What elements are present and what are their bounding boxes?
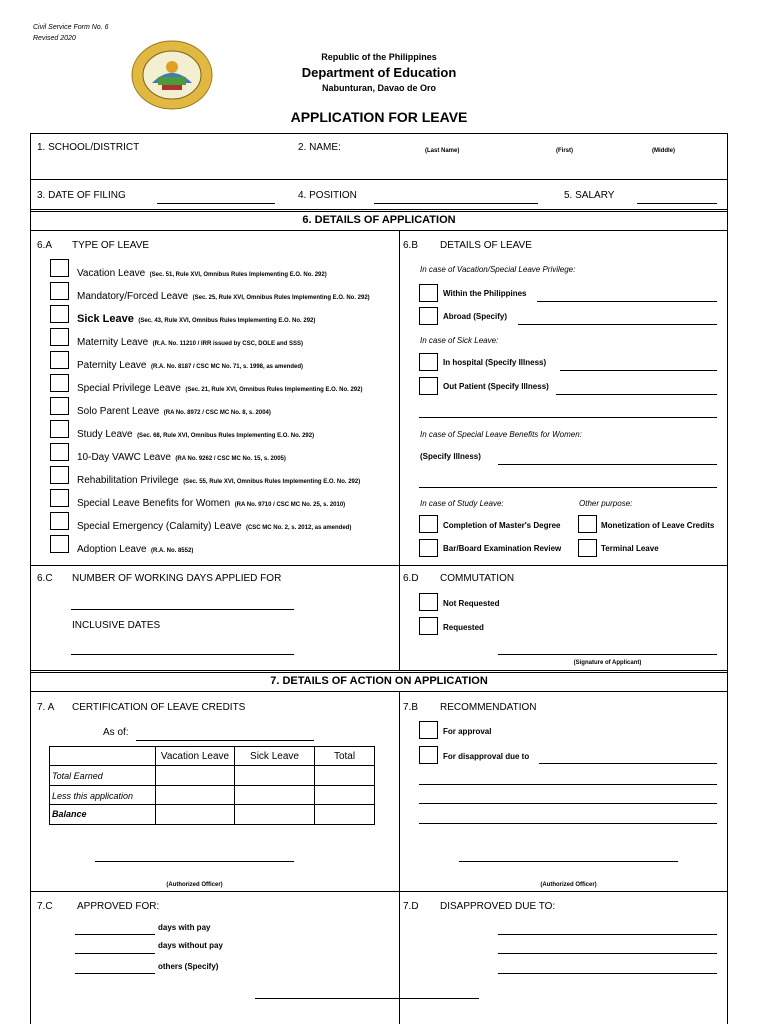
leave-type-reference: (R.A. No. 8187 / CSC MC No. 71, s. 1998, as amended): [150, 364, 304, 370]
leave-type-checkbox[interactable]: [50, 328, 69, 346]
table-cell[interactable]: [234, 785, 315, 805]
specify-illness-label: (Specify Illness): [420, 452, 481, 461]
section6-bottom-divider-double: [30, 672, 727, 673]
table-header-vacation: Vacation Leave: [155, 746, 235, 766]
leave-type-checkbox[interactable]: [50, 443, 69, 461]
table-cell[interactable]: [314, 765, 375, 786]
row1-divider: [30, 179, 727, 180]
days-without-pay-label: days without pay: [158, 941, 223, 950]
for-approval-checkbox[interactable]: [419, 721, 438, 739]
in-hospital-label: In hospital (Specify Illness): [443, 358, 547, 367]
inclusive-dates-field[interactable]: [71, 654, 294, 655]
section6d-number: 6.D: [403, 573, 419, 584]
disapproval-reason-line-3[interactable]: [419, 803, 717, 804]
section6-column-divider: [399, 230, 400, 671]
not-requested-label: Not Requested: [443, 599, 500, 608]
school-district-label: 1. SCHOOL/DISTRICT: [37, 142, 140, 153]
table-cell[interactable]: [234, 804, 315, 825]
table-row-label-less-application: Less this application: [49, 785, 156, 805]
leave-type-name: Vacation Leave: [77, 268, 146, 279]
salary-label: 5. SALARY: [564, 190, 615, 201]
leave-type-name: 10-Day VAWC Leave: [77, 452, 171, 463]
leave-type-checkbox[interactable]: [50, 305, 69, 323]
out-patient-checkbox[interactable]: [419, 377, 438, 395]
masters-degree-label: Completion of Master's Degree: [443, 521, 561, 530]
leave-type-checkbox[interactable]: [50, 374, 69, 392]
days-without-pay-field[interactable]: [75, 953, 155, 954]
for-disapproval-label: For disapproval due to: [443, 752, 530, 761]
inclusive-dates-label: INCLUSIVE DATES: [72, 620, 161, 631]
last-name-caption: (Last Name): [425, 148, 460, 154]
leave-type-name: Adoption Leave: [77, 544, 147, 555]
disapproved-reason-line-3[interactable]: [498, 973, 717, 974]
sick-extra-field[interactable]: [419, 417, 717, 418]
date-of-filing-field[interactable]: [157, 203, 275, 204]
bar-review-label: Bar/Board Examination Review: [443, 544, 562, 553]
requested-label: Requested: [443, 623, 484, 632]
terminal-leave-label: Terminal Leave: [601, 544, 659, 553]
leave-type-checkbox[interactable]: [50, 466, 69, 484]
leave-type-item: [77, 540, 193, 556]
section7a-number: 7. A: [37, 702, 55, 713]
section7-mid-divider: [30, 891, 727, 892]
section7c-title: APPROVED FOR:: [77, 901, 160, 912]
leave-type-reference: (Sec. 51, Rule XVI, Omnibus Rules Implementing E.O. No. 292): [149, 272, 327, 278]
section6a-number: 6.A: [37, 240, 53, 251]
middle-name-caption: (Middle): [652, 148, 675, 154]
disapproval-reason-line-2[interactable]: [419, 784, 717, 785]
as-of-field[interactable]: [136, 740, 314, 741]
others-field[interactable]: [75, 973, 155, 974]
officer-b-caption: (Authorized Officer): [540, 882, 597, 888]
abroad-field[interactable]: [518, 324, 717, 325]
leave-type-item: [77, 494, 345, 510]
leave-type-name: Special Leave Benefits for Women: [77, 498, 231, 509]
applicant-signature-field[interactable]: [498, 654, 717, 655]
table-cell[interactable]: [155, 765, 235, 786]
other-purpose-caption: Other purpose:: [579, 499, 633, 508]
sick-caption: In case of Sick Leave:: [420, 336, 499, 345]
leave-type-item: [77, 402, 271, 418]
leave-type-item: [77, 425, 314, 441]
name-label: 2. NAME:: [298, 142, 341, 153]
monetization-checkbox[interactable]: [578, 515, 597, 533]
section6d-title: COMMUTATION: [440, 573, 515, 584]
officer-a-signature-field[interactable]: [95, 861, 294, 862]
leave-type-item: [77, 517, 351, 533]
monetization-label: Monetization of Leave Credits: [601, 521, 715, 530]
leave-type-name: Special Privilege Leave: [77, 383, 181, 394]
as-of-label: As of:: [103, 727, 129, 738]
leave-type-name: Solo Parent Leave: [77, 406, 160, 417]
republic-heading: Republic of the Philippines: [321, 52, 437, 62]
terminal-leave-checkbox[interactable]: [578, 539, 597, 557]
department-heading: Department of Education: [301, 65, 457, 80]
abroad-label: Abroad (Specify): [443, 312, 508, 321]
leave-type-item: [77, 356, 303, 372]
section6-header-divider: [30, 230, 727, 231]
row2-divider-double: [30, 211, 727, 212]
others-label: others (Specify): [158, 962, 219, 971]
leave-type-item: [77, 264, 327, 280]
table-header-total: Total: [314, 746, 375, 766]
disapproved-reason-line-1[interactable]: [498, 934, 717, 935]
leave-type-name: Rehabilitation Privilege: [77, 475, 179, 486]
not-requested-checkbox[interactable]: [419, 593, 438, 611]
leave-type-name: Study Leave: [77, 429, 133, 440]
leave-type-name: Maternity Leave: [77, 337, 149, 348]
section7-header-divider: [30, 691, 727, 692]
leave-type-name: Paternity Leave: [77, 360, 147, 371]
section7d-number: 7.D: [403, 901, 419, 912]
section6c-title: NUMBER OF WORKING DAYS APPLIED FOR: [72, 573, 282, 584]
disapproved-reason-line-2[interactable]: [498, 953, 717, 954]
disapproval-reason-field[interactable]: [539, 763, 717, 764]
study-caption: In case of Study Leave:: [420, 499, 504, 508]
table-row-label-balance: Balance: [49, 804, 156, 825]
for-approval-label: For approval: [443, 727, 492, 736]
row2-divider: [30, 209, 727, 210]
out-patient-field[interactable]: [556, 394, 717, 395]
section7c-number: 7.C: [37, 901, 53, 912]
date-of-filing-label: 3. DATE OF FILING: [37, 190, 126, 201]
within-philippines-checkbox[interactable]: [419, 284, 438, 302]
frame-top-line: [30, 133, 727, 134]
section6-bottom-divider: [30, 670, 727, 671]
within-philippines-label: Within the Philippines: [443, 289, 527, 298]
frame-right-line: [727, 133, 728, 1024]
leave-type-checkbox[interactable]: [50, 259, 69, 277]
in-hospital-field[interactable]: [560, 370, 717, 371]
requested-checkbox[interactable]: [419, 617, 438, 635]
days-with-pay-label: days with pay: [158, 923, 211, 932]
section6c-number: 6.C: [37, 573, 53, 584]
leave-type-item: [77, 287, 370, 303]
table-header-sick: Sick Leave: [234, 746, 315, 766]
table-cell[interactable]: [314, 804, 375, 825]
section6-title: 6. DETAILS OF APPLICATION: [302, 214, 456, 226]
form-revision: Revised 2020: [33, 35, 76, 42]
form-title: APPLICATION FOR LEAVE: [290, 109, 468, 125]
leave-type-item: [77, 448, 286, 464]
position-label: 4. POSITION: [298, 190, 357, 201]
table-cell[interactable]: [155, 785, 235, 805]
table-row-label-total-earned: Total Earned: [49, 765, 156, 786]
leave-type-checkbox[interactable]: [50, 535, 69, 553]
section6-mid-divider: [30, 565, 727, 566]
leave-type-reference: (Sec. 68, Rule XVI, Omnibus Rules Implementing E.O. No. 292): [137, 433, 315, 439]
leave-type-reference: (Sec. 21, Rule XVI, Omnibus Rules Implementing E.O. No. 292): [185, 387, 363, 393]
section7b-title: RECOMMENDATION: [440, 702, 537, 713]
leave-type-reference: (CSC MC No. 2, s. 2012, as amended): [245, 525, 352, 531]
leave-type-checkbox[interactable]: [50, 282, 69, 300]
leave-type-checkbox[interactable]: [50, 489, 69, 507]
working-days-field[interactable]: [71, 609, 294, 610]
leave-type-name: Sick Leave: [77, 313, 134, 325]
leave-type-checkbox[interactable]: [50, 351, 69, 369]
women-extra-field[interactable]: [419, 487, 717, 488]
leave-type-item: [77, 310, 315, 326]
leave-type-name: Special Emergency (Calamity) Leave: [77, 521, 242, 532]
approving-officer-signature-field[interactable]: [255, 998, 479, 999]
in-hospital-checkbox[interactable]: [419, 353, 438, 371]
vacation-caption: In case of Vacation/Special Leave Privilege:: [420, 265, 576, 274]
section6b-title: DETAILS OF LEAVE: [440, 240, 532, 251]
leave-type-reference: (Sec. 55, Rule XVI, Omnibus Rules Implementing E.O. No. 292): [183, 479, 361, 485]
for-disapproval-checkbox[interactable]: [419, 746, 438, 764]
first-name-caption: (First): [556, 148, 573, 154]
leave-type-item: [77, 333, 303, 349]
abroad-checkbox[interactable]: [419, 307, 438, 325]
table-cell[interactable]: [234, 765, 315, 786]
leave-type-reference: (RA No. 9262 / CSC MC No. 15, s. 2005): [175, 456, 286, 462]
leave-type-checkbox[interactable]: [50, 512, 69, 530]
women-illness-field[interactable]: [498, 464, 717, 465]
leave-type-checkbox[interactable]: [50, 420, 69, 438]
section6b-number: 6.B: [403, 240, 419, 251]
section7-column-divider: [399, 691, 400, 1024]
location-heading: Nabunturan, Davao de Oro: [321, 83, 437, 93]
table-cell[interactable]: [314, 785, 375, 805]
section7-title: 7. DETAILS OF ACTION ON APPLICATION: [270, 675, 488, 687]
out-patient-label: Out Patient (Specify Illness): [443, 382, 549, 391]
section7b-number: 7.B: [403, 702, 419, 713]
leave-type-reference: (RA No. 8972 / CSC MC No. 8, s. 2004): [163, 410, 271, 416]
leave-type-reference: (R.A. No. 8552): [150, 548, 194, 554]
women-caption: In case of Special Leave Benefits for Women:: [420, 430, 582, 439]
officer-b-signature-field[interactable]: [459, 861, 678, 862]
within-philippines-field[interactable]: [537, 301, 717, 302]
table-cell[interactable]: [155, 804, 235, 825]
position-field[interactable]: [374, 203, 538, 204]
leave-type-checkbox[interactable]: [50, 397, 69, 415]
bar-review-checkbox[interactable]: [419, 539, 438, 557]
leave-type-reference: (RA No. 9710 / CSC MC No. 25, s. 2010): [234, 502, 346, 508]
salary-field[interactable]: [637, 203, 717, 204]
table-corner-cell: [49, 746, 156, 766]
leave-type-name: Mandatory/Forced Leave: [77, 291, 189, 302]
leave-credits-table: [49, 746, 375, 825]
leave-type-reference: (Sec. 25, Rule XVI, Omnibus Rules Implementing E.O. No. 292): [192, 295, 370, 301]
officer-a-caption: (Authorized Officer): [166, 882, 223, 888]
leave-type-reference: (R.A. No. 11210 / IRR issued by CSC, DOLE and SSS): [152, 341, 303, 347]
applicant-signature-caption: (Signature of Applicant): [573, 660, 642, 666]
masters-degree-checkbox[interactable]: [419, 515, 438, 533]
form-number: Civil Service Form No. 6: [33, 24, 109, 31]
leave-type-reference: (Sec. 43, Rule XVI, Omnibus Rules Implementing E.O. No. 292): [138, 318, 316, 324]
leave-type-item: [77, 379, 362, 395]
section7a-title: CERTIFICATION OF LEAVE CREDITS: [72, 702, 246, 713]
section6a-title: TYPE OF LEAVE: [72, 240, 150, 251]
leave-type-item: [77, 471, 360, 487]
days-with-pay-field[interactable]: [75, 934, 155, 935]
disapproval-reason-line-4[interactable]: [419, 823, 717, 824]
section7d-title: DISAPPROVED DUE TO:: [440, 901, 556, 912]
